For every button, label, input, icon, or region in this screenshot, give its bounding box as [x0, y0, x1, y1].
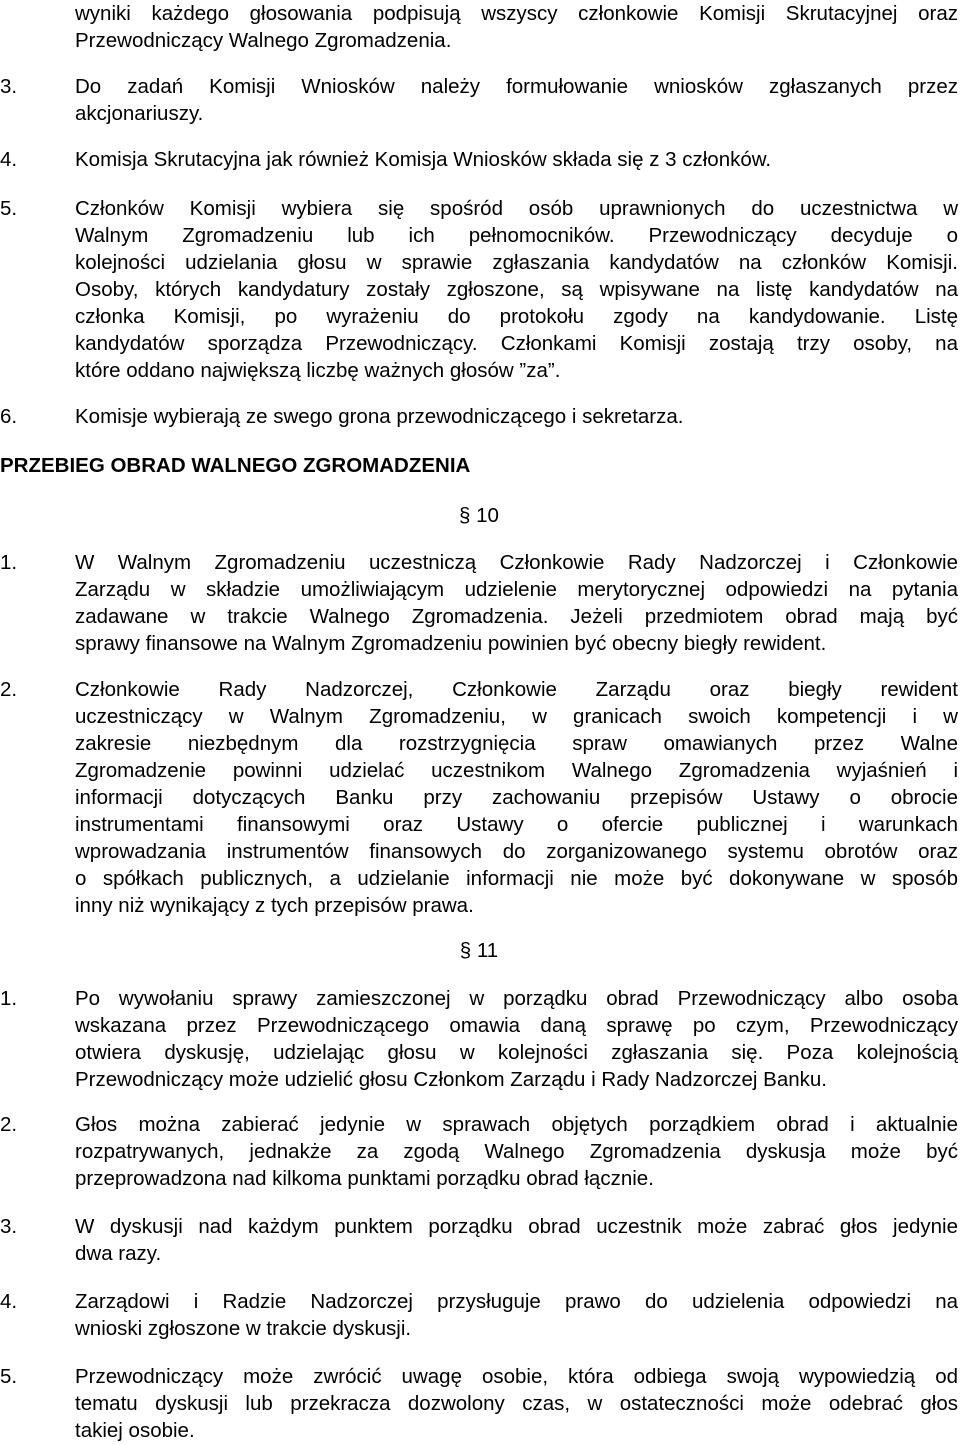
- text-line: instrumentami finansowymi oraz Ustawy o ofercie publicznej i warunkach: [75, 813, 958, 836]
- text-line: Walnym Zgromadzeniu lub ich pełnomocników. Przewodniczący decyduje o: [75, 224, 958, 247]
- text-line: przeprowadzona nad kilkoma punktami porządku obrad łącznie.: [75, 1167, 654, 1190]
- item-number: 4.: [0, 148, 18, 171]
- text-line: Komisja Skrutacyjna jak również Komisja Wniosków składa się z 3 członków.: [75, 148, 772, 171]
- text-line: W dyskusji nad każdym punktem porządku obrad uczestnik może zabrać głos jedynie: [75, 1215, 958, 1238]
- text-line: zadawane w trakcie Walnego Zgromadzenia. Jeżeli przedmiotem obrad mają być: [75, 605, 958, 628]
- list-item: [0, 1213, 958, 1267]
- text-line: informacji dotyczących Banku przy zachowaniu przepisów Ustawy o obrocie: [75, 786, 958, 809]
- list-item: [0, 195, 958, 384]
- text-line: wskazana przez Przewodniczącego omawia daną sprawę po czym, Przewodniczący: [75, 1014, 958, 1037]
- text-line: kandydatów sporządza Przewodniczący. Członkami Komisji zostają trzy osoby, na: [75, 332, 958, 355]
- text-line: które oddano największą liczbę ważnych głosów ”za”.: [75, 359, 561, 382]
- text-line: wprowadzania instrumentów finansowych do zorganizowanego systemu obrotów oraz: [75, 840, 958, 863]
- item-number: 4.: [0, 1290, 18, 1313]
- item-number: 2.: [0, 1113, 18, 1136]
- text-line: Osoby, których kandydatury zostały zgłoszone, są wpisywane na listę kandydatów na: [75, 278, 958, 301]
- text-line: takiej osobie.: [75, 1419, 195, 1442]
- list-item: [0, 146, 958, 173]
- text-line: o spółkach publicznych, a udzielanie informacji nie może być dokonywane w sposób: [75, 867, 958, 890]
- text-line: Przewodniczący może udzielić głosu Członkom Zarządu i Rady Nadzorczej Banku.: [75, 1068, 827, 1091]
- text-line: uczestniczący w Walnym Zgromadzeniu, w granicach swoich kompetencji i w: [75, 705, 958, 728]
- item-number: 2.: [0, 678, 18, 701]
- item-number: 1.: [0, 987, 18, 1010]
- text-line: otwiera dyskusję, udzielając głosu w kolejności zgłaszania się. Poza kolejnością: [75, 1041, 958, 1064]
- text-line: zakresie niezbędnym dla rozstrzygnięcia spraw omawianych przez Walne: [75, 732, 958, 755]
- text-line: Zarządu w składzie umożliwiającym udzielenie merytorycznej odpowiedzi na pytania: [75, 578, 958, 601]
- text-line: wnioski zgłoszone w trakcie dyskusji.: [75, 1317, 412, 1340]
- text-line: Zgromadzenie powinni udzielać uczestnikom Walnego Zgromadzenia wyjaśnień i: [75, 759, 958, 782]
- text-line: Do zadań Komisji Wniosków należy formułowanie wniosków zgłaszanych przez: [75, 75, 958, 98]
- text-line: wyniki każdego głosowania podpisują wszyscy członkowie Komisji Skrutacyjnej oraz: [75, 2, 958, 25]
- item-number: 1.: [0, 551, 18, 574]
- section-heading: PRZEBIEG OBRAD WALNEGO ZGROMADZENIA: [0, 454, 471, 477]
- text-line: W Walnym Zgromadzeniu uczestniczą Członkowie Rady Nadzorczej i Członkowie: [75, 551, 958, 574]
- list-item: [0, 549, 958, 657]
- text-line: Po wywołaniu sprawy zamieszczonej w porządku obrad Przewodniczący albo osoba: [75, 987, 958, 1010]
- list-item: [0, 403, 958, 430]
- item-number: 3.: [0, 1215, 18, 1238]
- paragraph-marker: § 11: [459, 939, 499, 962]
- text-line: Głos można zabierać jedynie w sprawach objętych porządkiem obrad i aktualnie: [75, 1113, 958, 1136]
- text-line: członka Komisji, po wyrażeniu do protokołu zgody na kandydowanie. Listę: [75, 305, 958, 328]
- text-line: sprawy finansowe na Walnym Zgromadzeniu powinien być obecny biegły rewident.: [75, 632, 827, 655]
- list-item: [0, 1111, 958, 1192]
- text-line: akcjonariuszy.: [75, 102, 204, 125]
- text-line: dwa razy.: [75, 1242, 162, 1265]
- text-line: Członków Komisji wybiera się spośród osób uprawnionych do uczestnictwa w: [75, 197, 958, 220]
- text-line: kolejności udzielania głosu w sprawie zgłaszania kandydatów na członków Komisji.: [75, 251, 958, 274]
- text-line: Członkowie Rady Nadzorczej, Członkowie Zarządu oraz biegły rewident: [75, 678, 958, 701]
- list-item: [0, 1288, 958, 1342]
- text-line: Komisje wybierają ze swego grona przewodniczącego i sekretarza.: [75, 405, 684, 428]
- list-item: [0, 1363, 958, 1444]
- continuation-paragraph: [0, 0, 958, 54]
- list-item: [0, 985, 958, 1093]
- text-line: inny niż wynikający z tych przepisów prawa.: [75, 894, 474, 917]
- item-number: 6.: [0, 405, 18, 428]
- paragraph-marker: § 10: [459, 504, 499, 527]
- text-line: rozpatrywanych, jednakże za zgodą Walnego Zgromadzenia dyskusja może być: [75, 1140, 958, 1163]
- item-number: 5.: [0, 197, 18, 220]
- text-line: Zarządowi i Radzie Nadzorczej przysługuje prawo do udzielenia odpowiedzi na: [75, 1290, 958, 1313]
- list-item: [0, 676, 958, 919]
- item-number: 3.: [0, 75, 18, 98]
- text-line: Przewodniczący może zwrócić uwagę osobie, która odbiega swoją wypowiedzią od: [75, 1365, 958, 1388]
- text-line: Przewodniczący Walnego Zgromadzenia.: [75, 29, 452, 52]
- item-number: 5.: [0, 1365, 18, 1388]
- list-item: [0, 73, 958, 127]
- text-line: tematu dyskusji lub przekracza dozwolony czas, w ostateczności może odebrać głos: [75, 1392, 958, 1415]
